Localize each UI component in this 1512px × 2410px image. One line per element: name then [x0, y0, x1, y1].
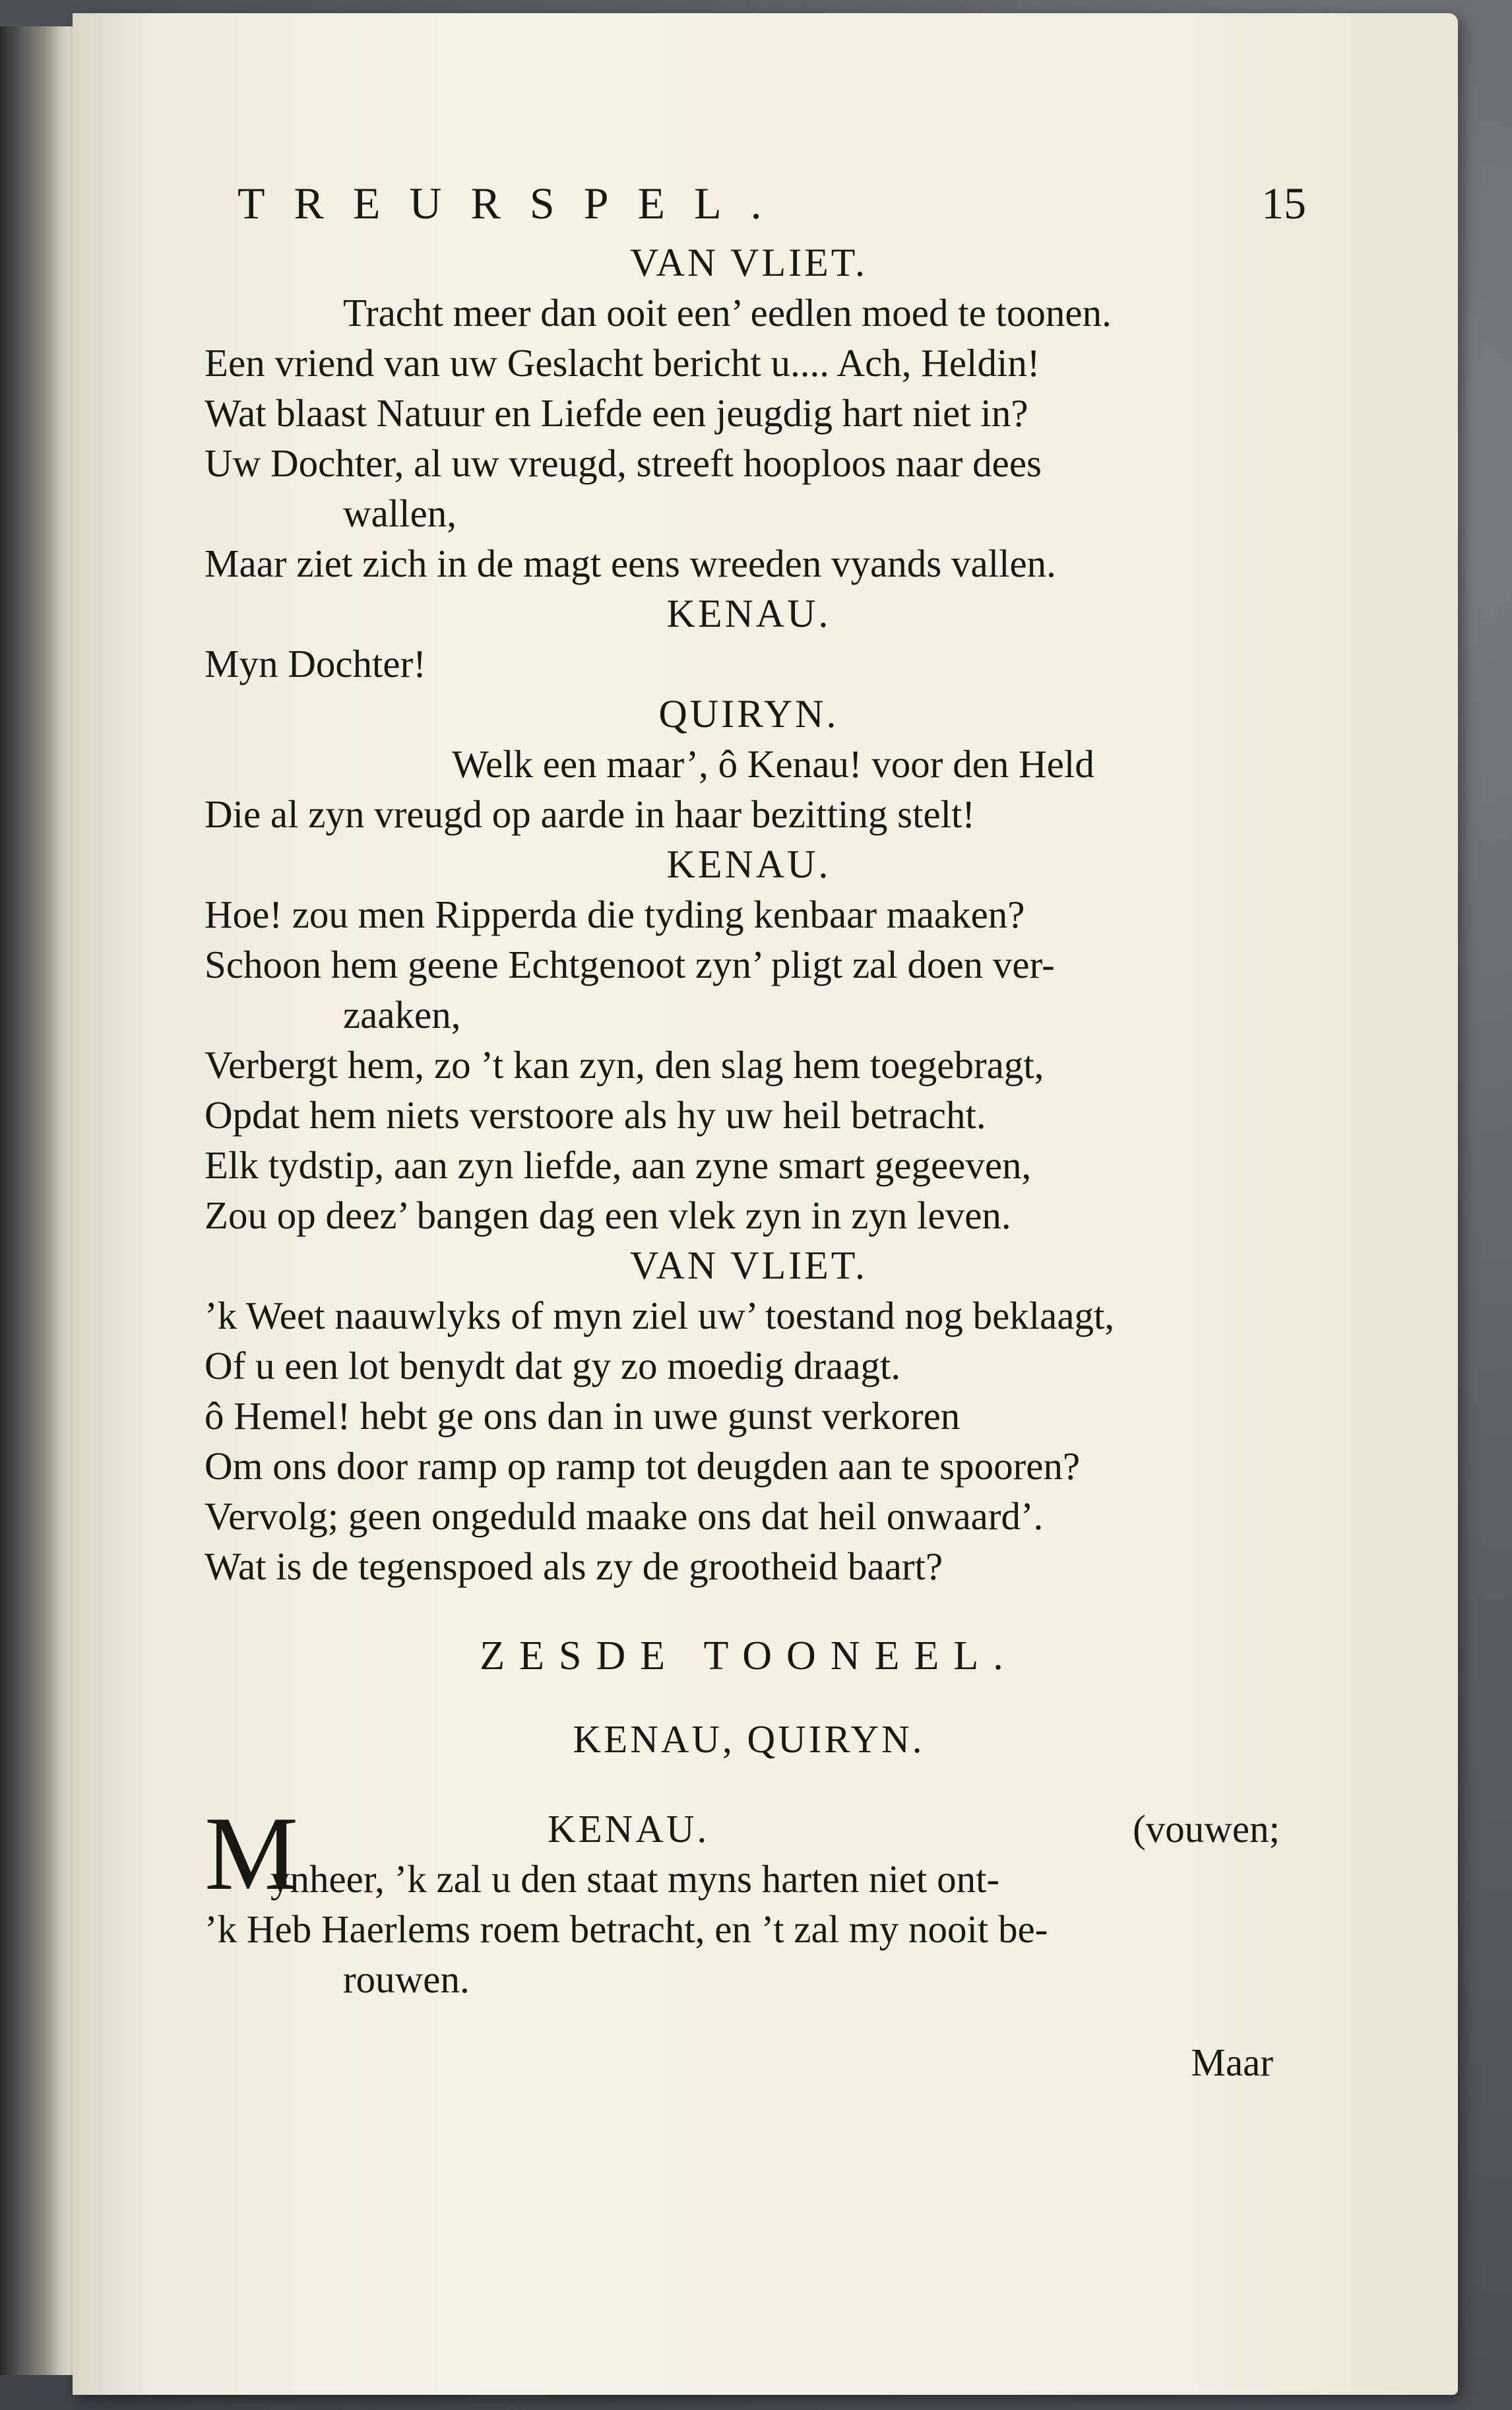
speaker-name: KENAU. [666, 592, 831, 635]
verse-line: Zou op deez’ bangen dag een vlek zyn in zyn leven. [205, 1193, 1011, 1237]
verse-line: Welk een maar’, ô Kenau! voor den Held [452, 742, 1094, 786]
verse-line: Die al zyn vreugd op aarde in haar bezitting stelt! [205, 792, 976, 836]
verse-line: ô Hemel! hebt ge ons dan in uwe gunst verkoren [205, 1394, 961, 1438]
verse-line: Vervolg; geen ongeduld maake ons dat heil onwaard’. [205, 1494, 1044, 1538]
verse-line: Om ons door ramp op ramp tot deugden aan te spooren? [205, 1444, 1081, 1488]
speaker-name: VAN VLIET. [630, 1244, 867, 1287]
verse-line: Verbergt hem, zo ’t kan zyn, den slag hem toegebragt, [205, 1043, 1044, 1087]
verse-line: ynheer, ’k zal u den staat myns harten niet ont- [270, 1857, 1000, 1901]
verse-line: Myn Dochter! [205, 642, 426, 685]
verse-line: Of u een lot benydt dat gy zo moedig draagt. [205, 1344, 901, 1387]
verse-line: Hoe! zou men Ripperda die tyding kenbaar maaken? [205, 893, 1025, 936]
verse-line: Wat is de tegenspoed als zy de grootheid baart? [205, 1544, 943, 1588]
verse-line: Tracht meer dan ooit een’ eedlen moed te toonen. [343, 291, 1112, 334]
verse-line: Opdat hem niets verstoore als hy uw heil betracht. [205, 1093, 986, 1137]
verse-line: Een vriend van uw Geslacht bericht u.... Ach, Heldin! [205, 341, 1040, 385]
line-carry-over: (vouwen; [1133, 1807, 1280, 1851]
speaker-name: VAN VLIET. [630, 241, 867, 284]
drop-cap: M [205, 1794, 299, 1912]
catchword: Maar [1191, 2041, 1273, 2084]
speaker-name: QUIRYN. [658, 692, 839, 736]
scene-characters: KENAU, QUIRYN. [573, 1717, 925, 1761]
verse-line-continuation: zaaken, [343, 993, 461, 1036]
verse-line: Schoon hem geene Echtgenoot zyn’ pligt zal doen ver- [205, 943, 1055, 986]
verse-line: Uw Dochter, al uw vreugd, streeft hooploos naar dees [205, 441, 1042, 485]
page-number: 15 [1261, 178, 1306, 228]
speaker-line [205, 1804, 1293, 1854]
page-text [205, 178, 1306, 2087]
running-title: TREURSPEL. [237, 178, 791, 228]
page-header [205, 178, 1306, 238]
verse-line-continuation: wallen, [343, 492, 457, 535]
verse-line: Wat blaast Natuur en Liefde een jeugdig hart niet in? [205, 391, 1028, 435]
final-speech [205, 1794, 1293, 2004]
book-page [73, 13, 1458, 2395]
speaker-name: KENAU. [666, 842, 831, 886]
verse-line: ’k Weet naauwlyks of myn ziel uw’ toestand nog beklaagt, [205, 1294, 1115, 1337]
speaker-name: KENAU. [548, 1807, 710, 1851]
scene-title: ZESDE TOONEEL. [480, 1633, 1018, 1678]
verse-line-continuation: rouwen. [343, 1957, 470, 2001]
verse-line: ’k Heb Haerlems roem betracht, en ’t zal my nooit be- [205, 1907, 1048, 1951]
verse-line: Maar ziet zich in de magt eens wreeden vyands vallen. [205, 542, 1056, 585]
verse-line: Elk tydstip, aan zyn liefde, aan zyne smart gegeeven, [205, 1143, 1032, 1187]
